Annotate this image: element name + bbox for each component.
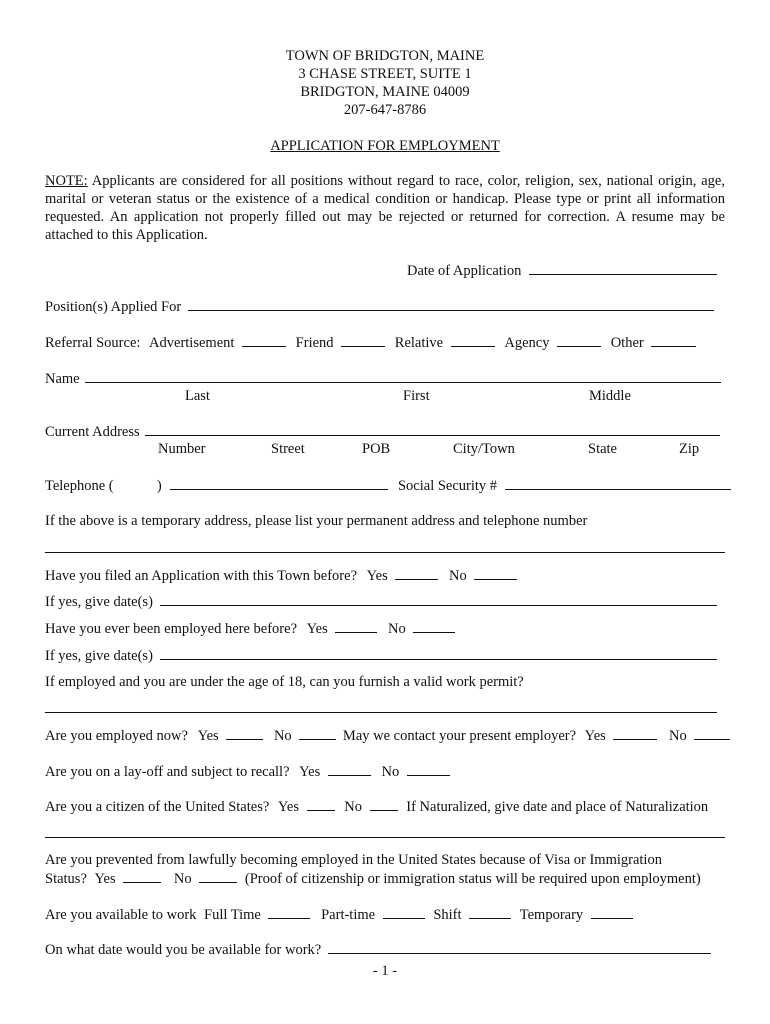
employed-dates-field[interactable]: [160, 646, 717, 660]
filed-before-row: [45, 566, 517, 585]
work-permit-field[interactable]: [45, 712, 717, 713]
visa-row: [45, 869, 701, 888]
employed-now-question: Are you employed now?: [45, 728, 188, 744]
date-of-application-row: [407, 261, 717, 280]
date-of-application-label: Date of Application: [407, 263, 522, 279]
filed-before-no-label: No: [449, 568, 467, 584]
citizen-row: [45, 797, 708, 816]
referral-friend-field[interactable]: [341, 333, 385, 347]
contact-employer-no-label: No: [669, 728, 687, 744]
naturalization-field[interactable]: [45, 837, 725, 838]
visa-status-label: Status?: [45, 871, 87, 887]
filed-before-question: Have you filed an Application with this Town before?: [45, 568, 358, 584]
address-city-caption: City/Town: [453, 441, 515, 457]
referral-relative-label: Relative: [394, 335, 444, 351]
citizen-yes-field[interactable]: [307, 797, 335, 811]
name-first-caption: First: [403, 388, 430, 404]
employed-dates-label: If yes, give date(s): [45, 648, 153, 664]
address-pob-caption: POB: [362, 441, 391, 457]
name-middle-caption: Middle: [589, 388, 631, 404]
address-number-caption: Number: [158, 441, 206, 457]
note-label: NOTE:: [45, 173, 88, 189]
visa-proof-note: (Proof of citizenship or immigration status will be required upon employment): [244, 871, 701, 887]
work-permit-question: If employed and you are under the age of 18, can you furnish a valid work permit?: [45, 674, 524, 690]
filed-before-yes-field[interactable]: [395, 566, 438, 580]
availability-question: Are you available to work: [45, 907, 197, 923]
positions-row: [45, 297, 714, 316]
employed-before-no-label: No: [388, 621, 406, 637]
availability-parttime-label: Part-time: [321, 907, 376, 923]
header-phone: 207-647-8786: [343, 102, 427, 118]
address-row: [45, 422, 720, 441]
referral-row: [45, 333, 696, 352]
filed-dates-label: If yes, give date(s): [45, 594, 153, 610]
address-street-caption: Street: [271, 441, 305, 457]
header-town: TOWN OF BRIDGTON, MAINE: [285, 48, 485, 64]
layoff-no-label: No: [381, 764, 400, 780]
referral-advertisement-field[interactable]: [242, 333, 286, 347]
availability-shift-label: Shift: [433, 907, 462, 923]
note-text: Applicants are considered for all positions without regard to race, color, religion, sex, national origin, age, marital or veteran status or the existence of a medical condition or handicap. Please type or print all information requested. An application not properly filled out may be rejected or returned for correction. A resume may be attached to this Application.: [45, 173, 725, 243]
visa-no-label: No: [173, 871, 192, 887]
temp-address-question: If the above is a temporary address, please list your permanent address and telephone number: [45, 513, 588, 529]
availability-shift-field[interactable]: [469, 905, 511, 919]
name-label: Name: [45, 371, 80, 387]
telephone-row: [45, 476, 731, 495]
visa-no-field[interactable]: [199, 869, 237, 883]
employed-before-row: [45, 619, 455, 638]
naturalization-question: If Naturalized, give date and place of Naturalization: [406, 799, 709, 815]
availability-fulltime-label: Full Time: [204, 907, 261, 923]
referral-other-label: Other: [610, 335, 644, 351]
ssn-field[interactable]: [505, 476, 731, 490]
referral-advertisement-label: Advertisement: [149, 335, 235, 351]
positions-label: Position(s) Applied For: [45, 299, 182, 315]
contact-employer-yes-field[interactable]: [613, 726, 657, 740]
referral-friend-label: Friend: [295, 335, 334, 351]
filed-dates-field[interactable]: [160, 592, 717, 606]
filed-dates-row: [45, 592, 717, 611]
citizen-no-field[interactable]: [370, 797, 398, 811]
contact-employer-yes-label: Yes: [584, 728, 606, 744]
employed-now-yes-label: Yes: [197, 728, 219, 744]
layoff-question: Are you on a lay-off and subject to recall?: [45, 764, 290, 780]
header-street: 3 CHASE STREET, SUITE 1: [298, 66, 472, 82]
visa-yes-label: Yes: [94, 871, 116, 887]
layoff-yes-label: Yes: [299, 764, 321, 780]
referral-label: Referral Source:: [45, 335, 141, 351]
employed-now-row: [45, 726, 730, 745]
name-last-caption: Last: [185, 388, 210, 404]
citizen-yes-label: Yes: [277, 799, 300, 815]
address-zip-caption: Zip: [679, 441, 700, 457]
employed-before-yes-label: Yes: [306, 621, 328, 637]
page-number: - 1 -: [372, 963, 398, 979]
referral-other-field[interactable]: [651, 333, 696, 347]
contact-employer-no-field[interactable]: [694, 726, 730, 740]
citizen-question: Are you a citizen of the United States?: [45, 799, 270, 815]
referral-agency-label: Agency: [504, 335, 550, 351]
citizen-no-label: No: [344, 799, 362, 815]
name-row: [45, 369, 721, 388]
filed-before-no-field[interactable]: [474, 566, 517, 580]
visa-question-line1: Are you prevented from lawfully becoming employed in the United States because of Visa or Immigration: [45, 852, 662, 868]
telephone-close-paren: ): [156, 478, 162, 494]
address-field[interactable]: [145, 422, 720, 436]
availability-parttime-field[interactable]: [383, 905, 425, 919]
telephone-label: Telephone (: [45, 478, 114, 494]
employed-before-question: Have you ever been employed here before?: [45, 621, 298, 637]
telephone-field[interactable]: [170, 476, 388, 490]
layoff-row: [45, 762, 450, 781]
employed-now-yes-field[interactable]: [226, 726, 263, 740]
employed-now-no-field[interactable]: [299, 726, 336, 740]
ssn-label: Social Security #: [397, 478, 498, 494]
visa-yes-field[interactable]: [123, 869, 161, 883]
employed-before-no-field[interactable]: [413, 619, 455, 633]
available-date-row: [45, 940, 711, 959]
permanent-address-field[interactable]: [45, 552, 725, 553]
availability-temporary-field[interactable]: [591, 905, 633, 919]
employed-dates-row: [45, 646, 717, 665]
employed-now-no-label: No: [273, 728, 292, 744]
note-paragraph: [45, 172, 725, 244]
positions-field[interactable]: [188, 297, 714, 311]
address-state-caption: State: [588, 441, 617, 457]
availability-temporary-label: Temporary: [519, 907, 584, 923]
layoff-no-field[interactable]: [407, 762, 450, 776]
page-title: APPLICATION FOR EMPLOYMENT: [270, 138, 500, 154]
filed-before-yes-label: Yes: [366, 568, 388, 584]
referral-relative-field[interactable]: [451, 333, 495, 347]
name-field[interactable]: [85, 369, 721, 383]
available-date-field[interactable]: [328, 940, 711, 954]
contact-employer-question: May we contact your present employer?: [342, 728, 577, 744]
availability-row: [45, 905, 633, 924]
availability-fulltime-field[interactable]: [268, 905, 310, 919]
employed-before-yes-field[interactable]: [335, 619, 377, 633]
available-date-question: On what date would you be available for work?: [45, 942, 322, 958]
address-label: Current Address: [45, 424, 140, 440]
referral-agency-field[interactable]: [557, 333, 601, 347]
date-of-application-field[interactable]: [529, 261, 717, 275]
layoff-yes-field[interactable]: [328, 762, 371, 776]
header-city: BRIDGTON, MAINE 04009: [300, 84, 470, 100]
